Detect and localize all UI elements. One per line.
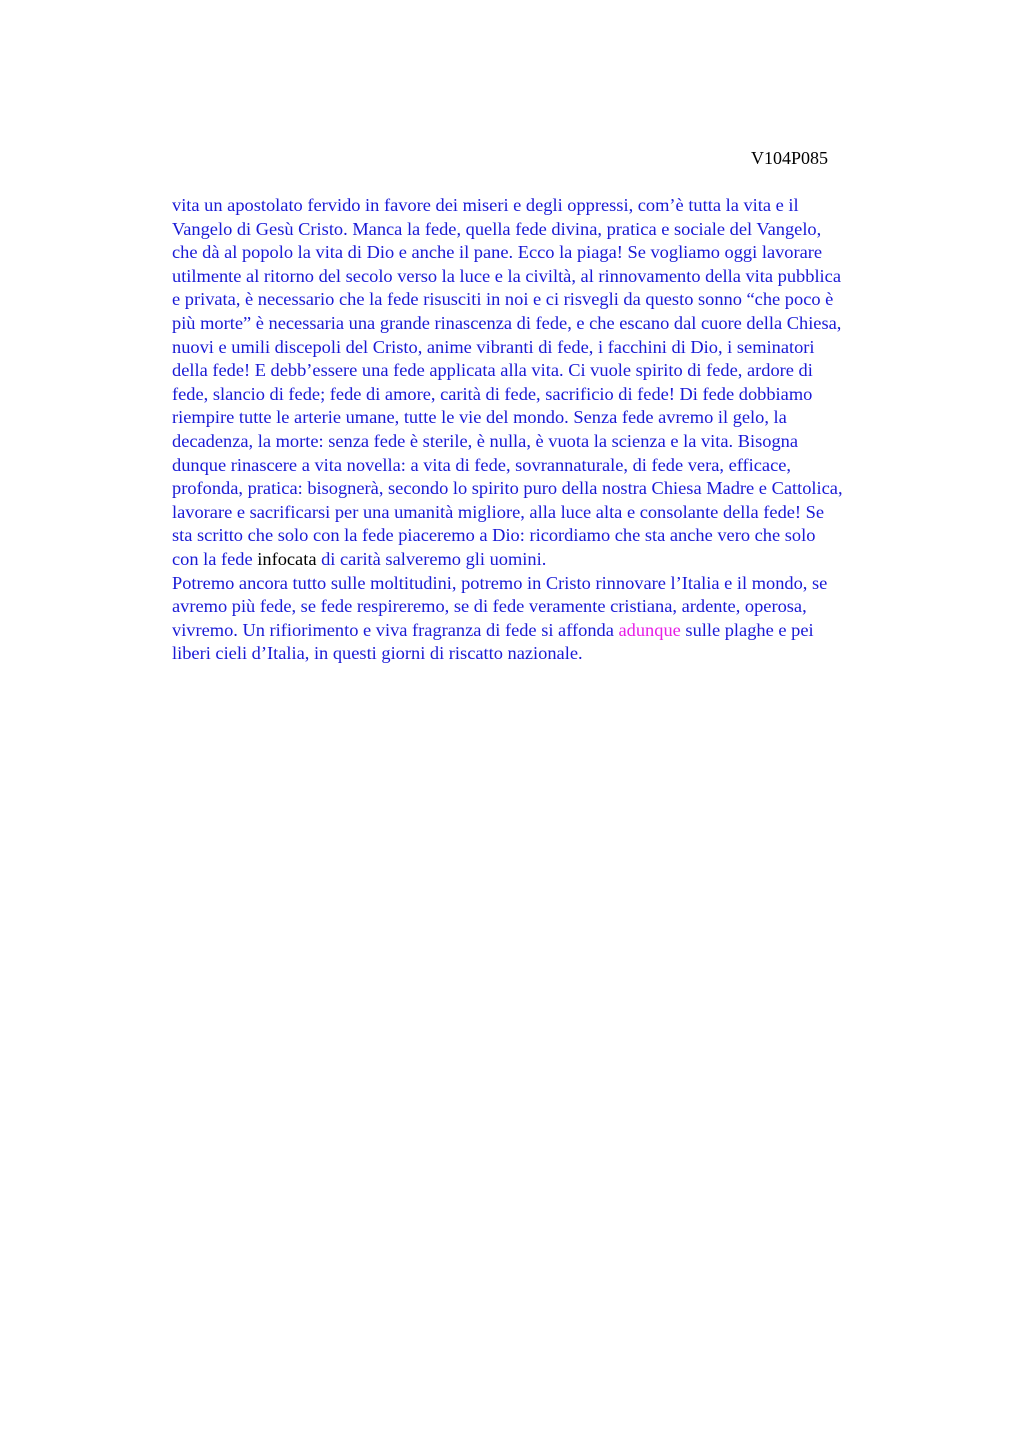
text-line: riempire tutte le arterie umane, tutte le vie del mondo. Senza fede avremo il gelo, la [172,407,787,428]
text-segment: con la fede [172,548,258,569]
text-line: e privata, è necessario che la fede risusciti in noi e ci risvegli da questo sonno “che poco è [172,289,834,310]
text-line: più morte” è necessaria una grande rinascenza di fede, e che escano dal cuore della Chiesa, [172,312,842,333]
text-line: profonda, pratica: bisognerà, secondo lo spirito puro della nostra Chiesa Madre e Cattolica, [172,478,843,499]
document-body [172,194,952,666]
text-line-final [172,548,952,572]
text-line: Vangelo di Gesù Cristo. Manca la fede, quella fede divina, pratica e sociale del Vangelo, [172,218,822,239]
text-segment: sulle plaghe e pei [680,619,814,640]
text-line: sta scritto che solo con la fede piaceremo a Dio: ricordiamo che sta anche vero che solo [172,525,816,546]
highlighted-word-magenta: adunque [618,619,681,640]
paragraph-2 [172,572,952,666]
text-line: della fede! E debb’essere una fede applicata alla vita. Ci vuole spirito di fede, ardore di [172,360,813,381]
text-line-with-highlight [172,619,952,643]
text-line: vita un apostolato fervido in favore dei miseri e degli oppressi, com’è tutta la vita e il [172,195,799,215]
text-line: avremo più fede, se fede respireremo, se di fede veramente cristiana, ardente, operosa, [172,596,807,617]
text-line: fede, slancio di fede; fede di amore, carità di fede, sacrificio di fede! Di fede dobbiamo [172,383,813,404]
text-line: dunque rinascere a vita novella: a vita di fede, sovrannaturale, di fede vera, efficace, [172,454,792,475]
highlighted-word-black: infocata [257,548,317,569]
text-segment: vivremo. Un rifiorimento e viva fragranza di fede si affonda [172,619,619,640]
text-line: che dà al popolo la vita di Dio e anche il pane. Ecco la piaga! Se vogliamo oggi lavorare [172,242,823,263]
text-line: lavorare e sacrificarsi per una umanità migliore, alla luce alta e consolante della fede! Se [172,501,825,522]
page-identifier: V104P085 [751,148,829,168]
text-line: utilmente al ritorno del secolo verso la luce e la civiltà, al rinnovamento della vita pubblica [172,265,841,286]
text-segment: di carità salveremo gli uomini. [316,548,547,569]
text-line: Potremo ancora tutto sulle moltitudini, potremo in Cristo rinnovare l’Italia e il mondo, se [172,572,828,593]
text-line: nuovi e umili discepoli del Cristo, anime vibranti di fede, i facchini di Dio, i seminatori [172,336,815,357]
paragraph-1 [172,194,952,572]
text-line: decadenza, la morte: senza fede è sterile, è nulla, è vuota la scienza e la vita. Bisogna [172,430,799,451]
text-line: liberi cieli d’Italia, in questi giorni di riscatto nazionale. [172,643,583,664]
